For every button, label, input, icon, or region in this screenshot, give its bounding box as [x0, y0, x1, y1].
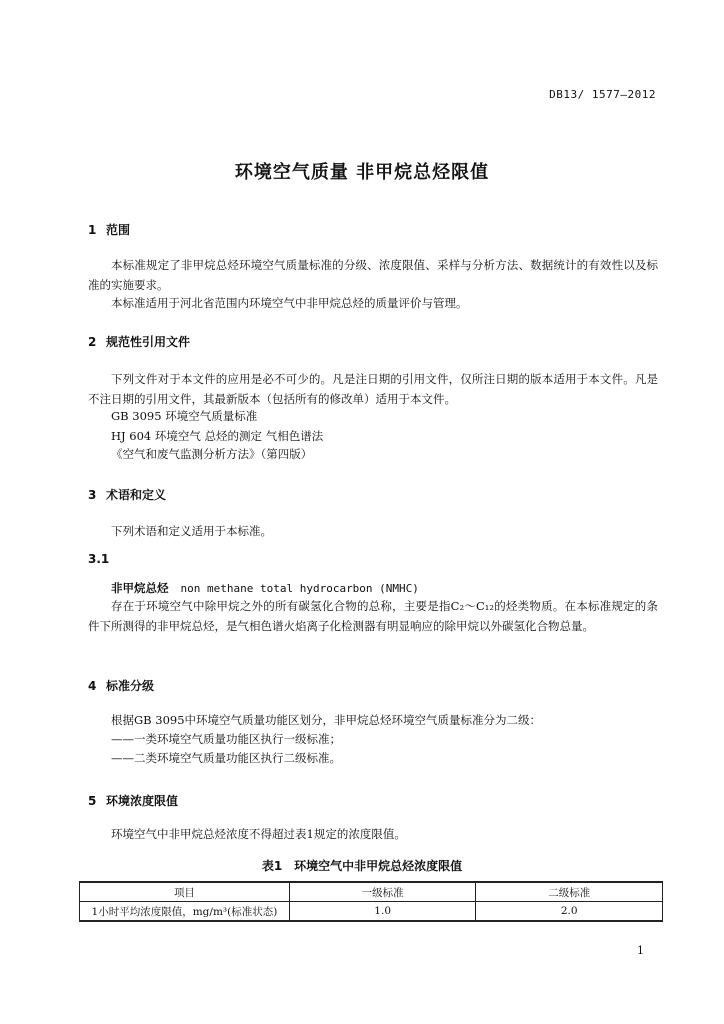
section-4-heading: [88, 677, 154, 694]
section-1-paragraph-2: 本标准适用于河北省范围内环境空气中非甲烷总烃的质量评价与管理。: [111, 296, 468, 310]
table-header-row: [80, 882, 663, 902]
term-english: non methane total hydrocarbon (NMHC): [180, 582, 419, 595]
term-definition: 存在于环境空气中除甲烷之外的所有碳氢化合物的总称，主要是指C₂～C₁₂的烃类物质。在本标准规定的条件下所测得的非甲烷总烃，是气相色谱火焰离子化检测器有明显响应的除甲烷以外碳氢化合物总量。: [88, 599, 658, 633]
table-cell-grade-2: 2.0: [476, 902, 663, 922]
column-header-grade-1: 一级标准: [289, 882, 476, 902]
page-number: 1: [637, 944, 644, 957]
section-number: 1: [88, 223, 97, 237]
section-5-paragraph-1: 环境空气中非甲烷总烃浓度不得超过表1规定的浓度限值。: [111, 827, 406, 841]
document-title: 环境空气质量 非甲烷总烃限值: [234, 162, 490, 183]
standard-code: DB13/ 1577—2012: [549, 88, 656, 101]
section-3-heading: [88, 486, 166, 503]
limits-table: [79, 881, 663, 922]
section-title: 环境浓度限值: [106, 794, 179, 808]
section-1-paragraph-1: 本标准规定了非甲烷总烃环境空气质量标准的分级、浓度限值、采样与分析方法、数据统计的有效性以及标准的实施要求。: [88, 258, 658, 292]
column-header-item: 项目: [80, 882, 290, 902]
term-chinese: 非甲烷总烃: [111, 581, 169, 595]
section-number: 2: [88, 335, 97, 349]
section-1-heading: [88, 221, 130, 238]
section-5-heading: [88, 792, 178, 809]
subsection-3-1-number: 3.1: [88, 552, 110, 566]
term-heading: [111, 580, 419, 596]
section-title: 术语和定义: [106, 488, 167, 502]
section-number: 3: [88, 488, 97, 502]
section-number: 4: [88, 679, 97, 693]
section-title: 范围: [106, 223, 131, 237]
table-cell-grade-1: 1.0: [289, 902, 476, 922]
section-number: 5: [88, 794, 97, 808]
table-row: [80, 902, 663, 922]
grade-item: ——二类环境空气质量功能区执行二级标准。: [111, 751, 341, 765]
table-cell-item: 1小时平均浓度限值，mg/m³(标准状态): [80, 902, 290, 922]
section-2-heading: [88, 333, 190, 350]
section-4-paragraph-1: 根据GB 3095中环境空气质量功能区划分，非甲烷总烃环境空气质量标准分为二级：: [111, 713, 542, 727]
section-3-paragraph-1: 下列术语和定义适用于本标准。: [111, 524, 272, 538]
reference-item: HJ 604 环境空气 总烃的测定 气相色谱法: [111, 429, 324, 443]
reference-item: 《空气和废气监测分析方法》（第四版）: [111, 447, 313, 461]
section-2-paragraph-1: 下列文件对于本文件的应用是必不可少的。凡是注日期的引用文件，仅所注日期的版本适用于本文件。凡是不注日期的引用文件，其最新版本（包括所有的修改单）适用于本文件。: [88, 372, 658, 406]
section-title: 规范性引用文件: [106, 335, 191, 349]
grade-item: ——一类环境空气质量功能区执行一级标准；: [111, 732, 341, 746]
reference-item: GB 3095 环境空气质量标准: [111, 409, 258, 423]
column-header-grade-2: 二级标准: [476, 882, 663, 902]
section-title: 标准分级: [106, 679, 155, 693]
table-caption: 表1 环境空气中非甲烷总烃浓度限值: [261, 859, 463, 873]
